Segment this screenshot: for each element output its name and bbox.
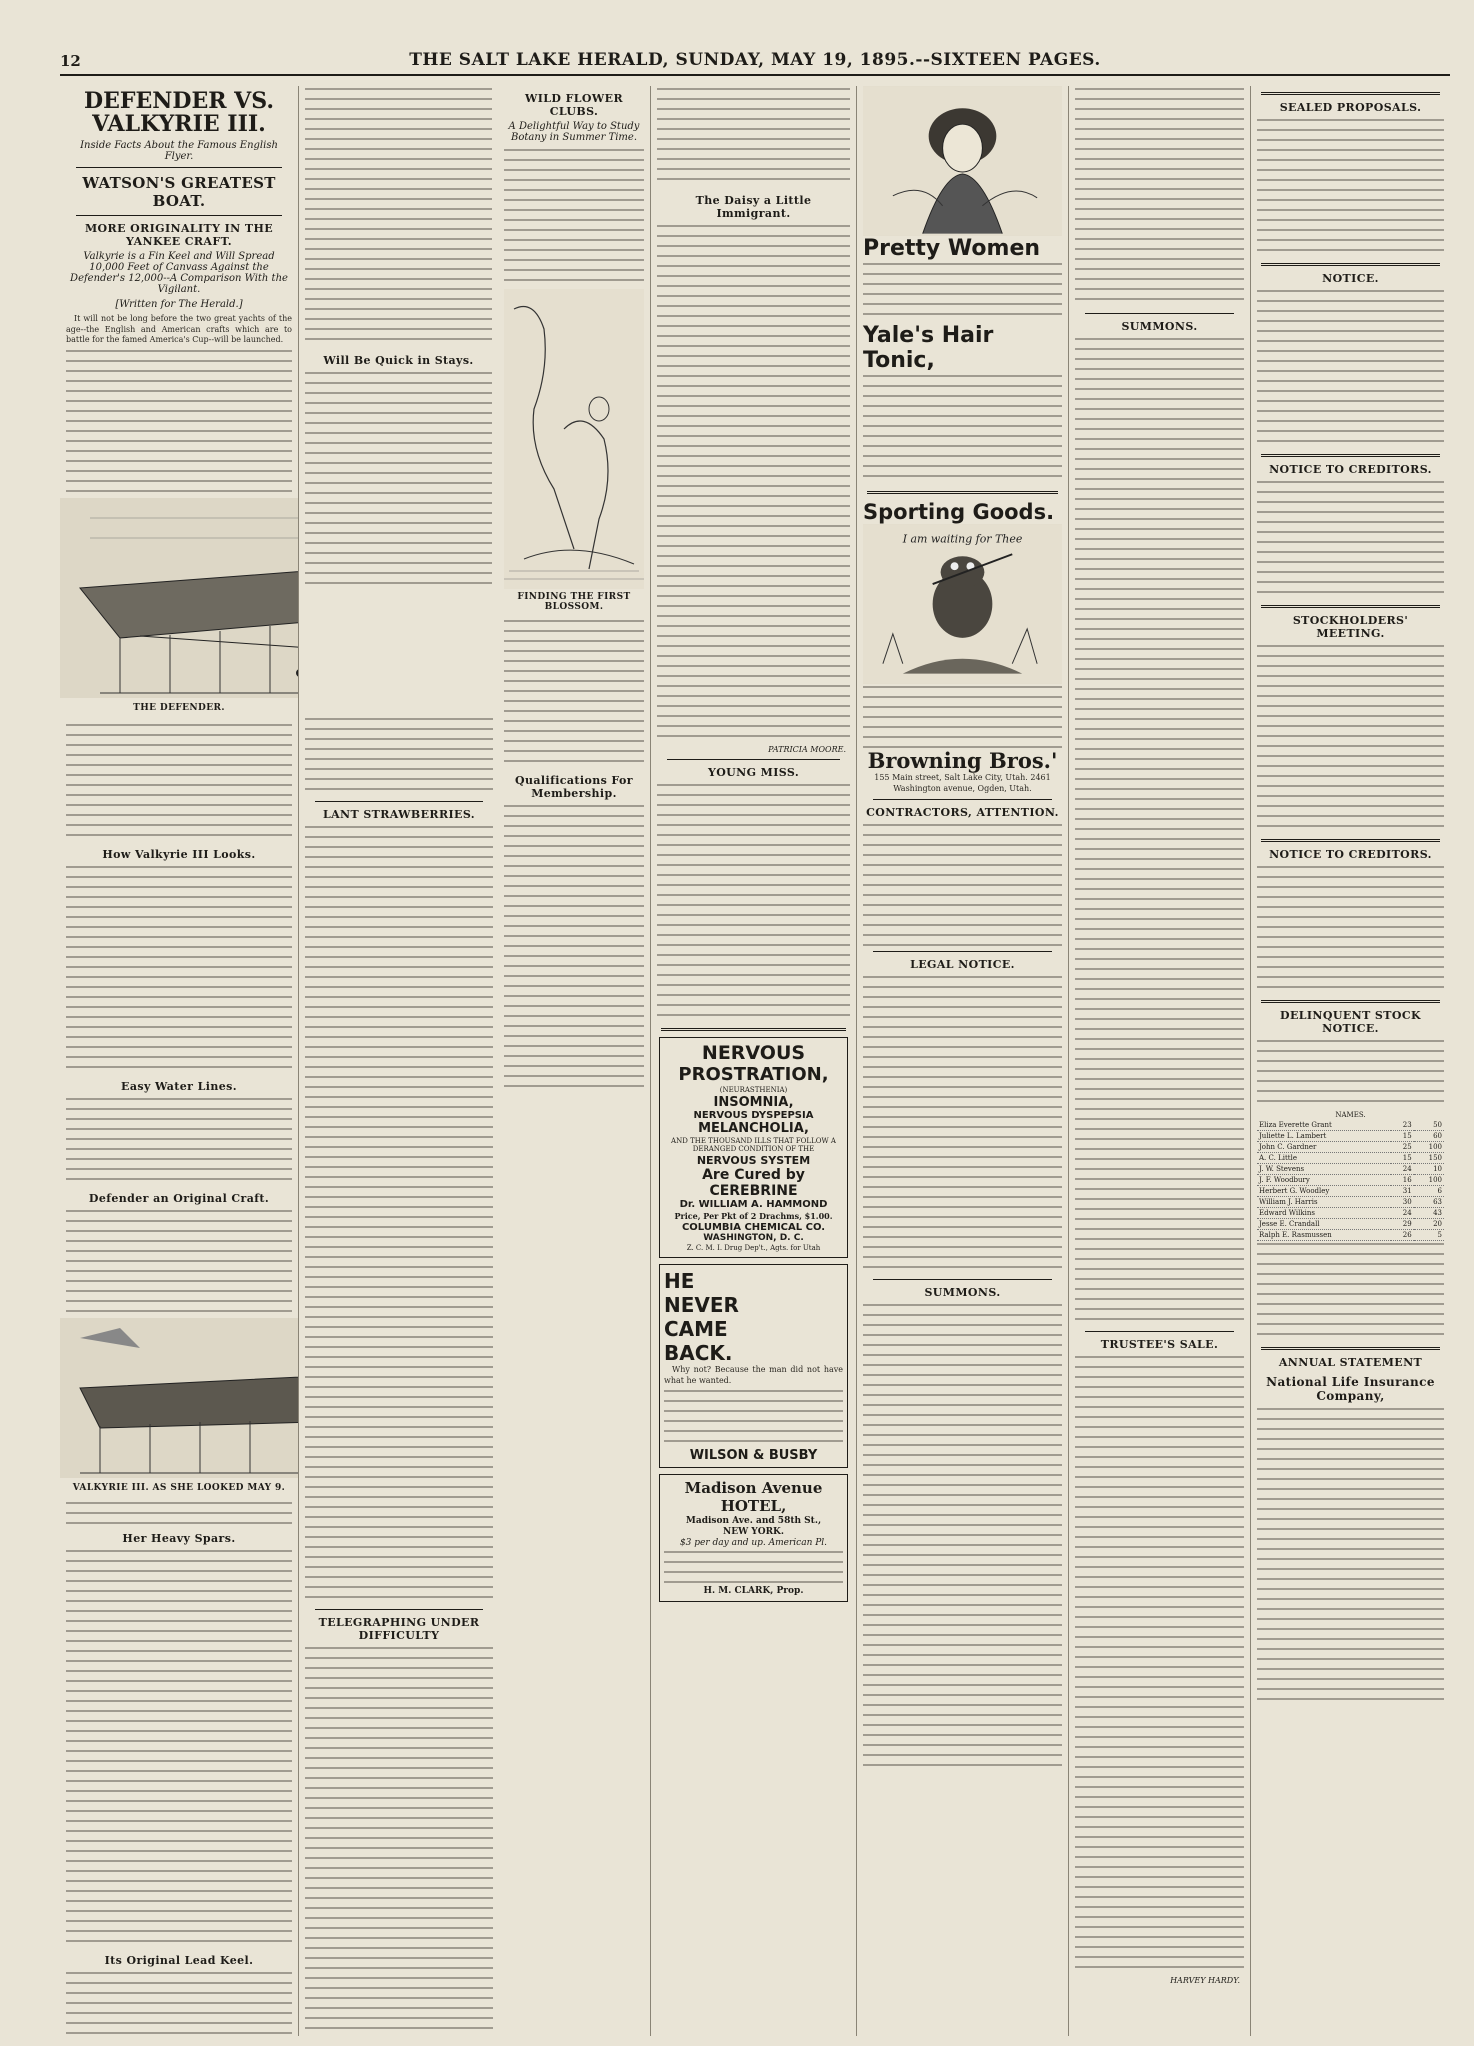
ad-cerebrine: Are Cured by CEREBRINE: [702, 1167, 805, 1199]
stock-holder-name: J. W. Stevens: [1257, 1164, 1391, 1175]
column-5: [856, 86, 1068, 2036]
stock-holder-name: Eliza Everette Grant: [1257, 1120, 1391, 1131]
ad-insomnia: INSOMNIA,: [713, 1095, 794, 1110]
stock-holder-name: John C. Gardner: [1257, 1142, 1391, 1153]
stock-value: 16: [1391, 1175, 1414, 1186]
notice-legal: LEGAL NOTICE.: [910, 958, 1015, 972]
section-qualifications: Qualifications For Membership.: [515, 774, 633, 800]
notice-text-block: [1257, 117, 1444, 257]
stock-row: [1257, 1230, 1444, 1241]
section-quick-in-stays: Will Be Quick in Stays.: [323, 354, 474, 367]
ad-ills: AND THE THOUSAND ILLS THAT FOLLOW A DERANGED CONDITION OF THE: [671, 1137, 836, 1153]
article-text-block: [305, 1645, 493, 2036]
ad-came: CAME: [664, 1317, 728, 1341]
notice-text-block: [863, 974, 1062, 1274]
ad-dyspepsia: NERVOUS DYSPEPSIA: [693, 1110, 814, 1121]
section-lead-keel: Its Original Lead Keel.: [104, 1954, 254, 1967]
blossom-illustration: [504, 289, 644, 589]
stock-value: 5: [1414, 1230, 1444, 1241]
stock-value: 100: [1414, 1142, 1444, 1153]
ad-never: NEVER: [664, 1293, 739, 1317]
section-young-miss: YOUNG MISS.: [707, 766, 800, 779]
sporting-script: I am waiting for Thee: [902, 532, 1023, 546]
stock-value: 100: [1414, 1175, 1444, 1186]
ad-hammond: Dr. WILLIAM A. HAMMOND: [679, 1199, 828, 1210]
stock-value: 150: [1414, 1153, 1444, 1164]
ad-pretty-women: Pretty Women: [863, 236, 1041, 261]
article-text-block: [504, 147, 644, 289]
stock-value: 30: [1391, 1197, 1414, 1208]
notice-sealed-proposals: SEALED PROPOSALS.: [1279, 101, 1422, 114]
annual-statement: ANNUAL STATEMENT: [1278, 1356, 1423, 1369]
section-strawberries: LANT STRAWBERRIES.: [322, 808, 476, 821]
ad-browning-address: 155 Main street, Salt Lake City, Utah. 2461 Washington avenue, Ogden, Utah.: [874, 773, 1051, 793]
signoff-patricia: PATRICIA MOORE.: [768, 745, 846, 754]
article-text-block: [657, 86, 850, 188]
article-text-block: [66, 1970, 292, 2036]
stock-row: [1257, 1153, 1444, 1164]
delinquent-stock-table: [1257, 1120, 1444, 1241]
ad-price: Price, Per Pkt of 2 Drachms, $1.00.: [674, 1211, 833, 1221]
notice-general: NOTICE.: [1322, 272, 1379, 285]
stock-holder-name: J. F. Woodbury: [1257, 1175, 1391, 1186]
ad-prostration: PROSTRATION,: [678, 1064, 829, 1085]
column-3: [498, 86, 650, 2036]
notice-text-block: [1075, 86, 1244, 308]
notice-text-block: [1075, 336, 1244, 1326]
section-telegraphing: TELEGRAPHING UNDER DIFFICULTY: [318, 1616, 480, 1642]
stock-value: 20: [1414, 1219, 1444, 1230]
article-text-block: [305, 86, 492, 348]
notice-text-block: [1257, 1038, 1444, 1110]
stock-value: 29: [1391, 1219, 1414, 1230]
caption-valkyrie: VALKYRIE III. AS SHE LOOKED MAY 9.: [72, 1483, 286, 1493]
column-2: [298, 86, 498, 2036]
ad-he: HE: [664, 1269, 695, 1293]
ad-nervous-system: NERVOUS SYSTEM: [696, 1154, 811, 1167]
notice-text-block: [1075, 1354, 1244, 1974]
notice-creditors-2: NOTICE TO CREDITORS.: [1269, 848, 1432, 861]
stock-value: 26: [1391, 1230, 1414, 1241]
subhead-defender: Inside Facts About the Famous English Flyer.: [80, 140, 278, 163]
ad-zcmi: Z. C. M. I. Drug Dep't., Agts. for Utah: [686, 1244, 821, 1252]
section-daisy: The Daisy a Little Immigrant.: [695, 194, 812, 220]
article-text-block: [504, 803, 644, 1093]
notice-summons-1: SUMMONS.: [1121, 320, 1198, 333]
notice-text-block: [1257, 643, 1444, 833]
stock-value: 24: [1391, 1164, 1414, 1175]
stock-holder-name: Edward Wilkins: [1257, 1208, 1391, 1219]
stock-holder-name: Jesse E. Crandall: [1257, 1219, 1391, 1230]
defender-illustration: [60, 498, 298, 698]
notice-text-block: [1257, 288, 1444, 448]
notice-trustees-sale: TRUSTEE'S SALE.: [1100, 1338, 1219, 1351]
ad-back: BACK.: [664, 1341, 733, 1365]
wilson-busby-advertisement: [659, 1264, 848, 1468]
stock-holder-name: Herbert G. Woodley: [1257, 1186, 1391, 1197]
ad-hotel-city: NEW YORK.: [722, 1527, 785, 1538]
ad-melancholia: MELANCHOLIA,: [698, 1121, 809, 1136]
ad-browning-bros: Browning Bros.': [867, 748, 1058, 773]
national-life-insurance: National Life Insurance Company,: [1266, 1375, 1435, 1403]
ad-sporting-goods: Sporting Goods.: [863, 500, 1055, 524]
stock-value: 10: [1414, 1164, 1444, 1175]
poem-text-block: [657, 782, 850, 1022]
stock-row: [1257, 1164, 1444, 1175]
deck-valkyrie: Valkyrie is a Fin Keel and Will Spread 10,000 Feet of Canvass Against the Defender's 12,000--A Comparison With the Vigilant.: [70, 251, 288, 296]
ad-neurasthenia: (NEURASTHENIA): [719, 1086, 788, 1094]
caption-defender: THE DEFENDER.: [133, 703, 225, 713]
stock-value: 60: [1414, 1131, 1444, 1142]
byline: [Written for The Herald.]: [115, 299, 243, 311]
ad-hotel-rate: $3 per day and up. American Pl.: [679, 1538, 828, 1549]
valkyrie-illustration: [60, 1318, 298, 1478]
stock-value: 31: [1391, 1186, 1414, 1197]
article-text-block: [66, 1548, 292, 1948]
stock-row: [1257, 1131, 1444, 1142]
notice-delinquent-stock: DELINQUENT STOCK NOTICE.: [1280, 1009, 1421, 1035]
stock-value: 15: [1391, 1153, 1414, 1164]
stock-holder-name: William J. Harris: [1257, 1197, 1391, 1208]
headline-defender: DEFENDER VS. VALKYRIE III.: [84, 88, 274, 138]
notice-summons-2: SUMMONS.: [924, 1286, 1001, 1300]
ad-why-not: Why not? Because the man did not have what he wanted.: [664, 1365, 843, 1385]
signoff-harvey-hardy: HARVEY HARDY.: [1170, 1976, 1240, 1985]
ad-text-block: [863, 261, 1062, 323]
notice-text-block: [863, 822, 1062, 946]
section-defender-original: Defender an Original Craft.: [88, 1192, 270, 1205]
notice-text-block: [1257, 1406, 1444, 1706]
section-easy-water-lines: Easy Water Lines.: [121, 1080, 237, 1093]
newspaper-title: THE SALT LAKE HERALD, SUNDAY, MAY 19, 1895.--SIXTEEN PAGES.: [409, 50, 1101, 70]
pretty-women-illustration: [863, 86, 1062, 236]
article-text-block: [504, 618, 644, 768]
ad-hotel: HOTEL,: [720, 1497, 787, 1516]
madison-hotel-advertisement: [659, 1474, 848, 1602]
stock-holder-name: A. C. Little: [1257, 1153, 1391, 1164]
stock-row: [1257, 1175, 1444, 1186]
notice-text-block: [863, 1302, 1062, 1772]
ad-yales-tonic: Yale's Hair Tonic,: [863, 323, 994, 373]
notice-creditors: NOTICE TO CREDITORS.: [1269, 463, 1432, 476]
stock-names-label: NAMES.: [1335, 1111, 1366, 1119]
section-heavy-spars: Her Heavy Spars.: [122, 1532, 236, 1545]
ad-columbia: COLUMBIA CHEMICAL CO.: [681, 1222, 826, 1233]
ad-hotel-prop: H. M. CLARK, Prop.: [703, 1586, 804, 1597]
article-text-block: [66, 1208, 292, 1318]
notice-text-block: [1257, 864, 1444, 994]
deck-watson: WATSON'S GREATEST BOAT.: [82, 174, 276, 211]
ad-nervous: NERVOUS: [701, 1042, 806, 1064]
stock-holder-name: Ralph E. Rasmussen: [1257, 1230, 1391, 1241]
ad-wilson-busby: WILSON & BUSBY: [689, 1448, 818, 1464]
article-text-block: [657, 223, 850, 743]
stock-row: [1257, 1142, 1444, 1153]
frog-illustration: [863, 524, 1062, 684]
article-text-block: [305, 370, 492, 584]
stock-value: 6: [1414, 1186, 1444, 1197]
article-text-block: [66, 864, 292, 1074]
column-4: [650, 86, 856, 2036]
stock-row: [1257, 1120, 1444, 1131]
column-6: [1068, 86, 1250, 2036]
ad-text-block: [863, 373, 1062, 485]
subhead-wild-flower: A Delightful Way to Study Botany in Summer Time.: [508, 121, 640, 143]
ad-text-block: [863, 684, 1062, 748]
section-valkyrie-looks: How Valkyrie III Looks.: [102, 848, 256, 861]
stock-row: [1257, 1197, 1444, 1208]
headline-wild-flower: WILD FLOWER CLUBS.: [524, 92, 623, 118]
masthead: [60, 46, 1450, 76]
stock-holder-name: Juliette L. Lambert: [1257, 1131, 1391, 1142]
stock-value: 15: [1391, 1131, 1414, 1142]
lead-paragraph: It will not be long before the two great yachts of the age--the English and American crafts which are to battle for the famed America's Cup--will be launched.: [66, 314, 292, 345]
deck-originality: MORE ORIGINALITY IN THE YANKEE CRAFT.: [84, 222, 274, 249]
article-text-block: [305, 824, 493, 1604]
stock-value: 23: [1391, 1120, 1414, 1131]
ad-washington: WASHINGTON, D. C.: [703, 1233, 804, 1243]
ad-hotel-address: Madison Ave. and 58th St.,: [685, 1516, 822, 1527]
stock-row: [1257, 1186, 1444, 1197]
stock-row: [1257, 1219, 1444, 1230]
page-number: 12: [60, 52, 81, 70]
stock-value: 63: [1414, 1197, 1444, 1208]
caption-first-blossom: FINDING THE FIRST BLOSSOM.: [517, 592, 631, 612]
stock-value: 24: [1391, 1208, 1414, 1219]
article-text-block: [66, 1500, 292, 1526]
column-7: [1250, 86, 1450, 2036]
notice-contractors: CONTRACTORS, ATTENTION.: [866, 806, 1059, 820]
cerebrine-advertisement: [659, 1037, 848, 1258]
notice-text-block: [1257, 1241, 1444, 1341]
article-text-block: [66, 1096, 292, 1186]
stock-value: 25: [1391, 1142, 1414, 1153]
article-text-block: [66, 722, 292, 842]
article-text-block: [305, 716, 493, 796]
stock-row: [1257, 1208, 1444, 1219]
stock-value: 50: [1414, 1120, 1444, 1131]
ad-madison: Madison Avenue: [684, 1479, 823, 1498]
column-1: [60, 86, 298, 2036]
notice-stockholders: STOCKHOLDERS' MEETING.: [1292, 614, 1409, 640]
stock-value: 43: [1414, 1208, 1444, 1219]
notice-text-block: [1257, 479, 1444, 599]
